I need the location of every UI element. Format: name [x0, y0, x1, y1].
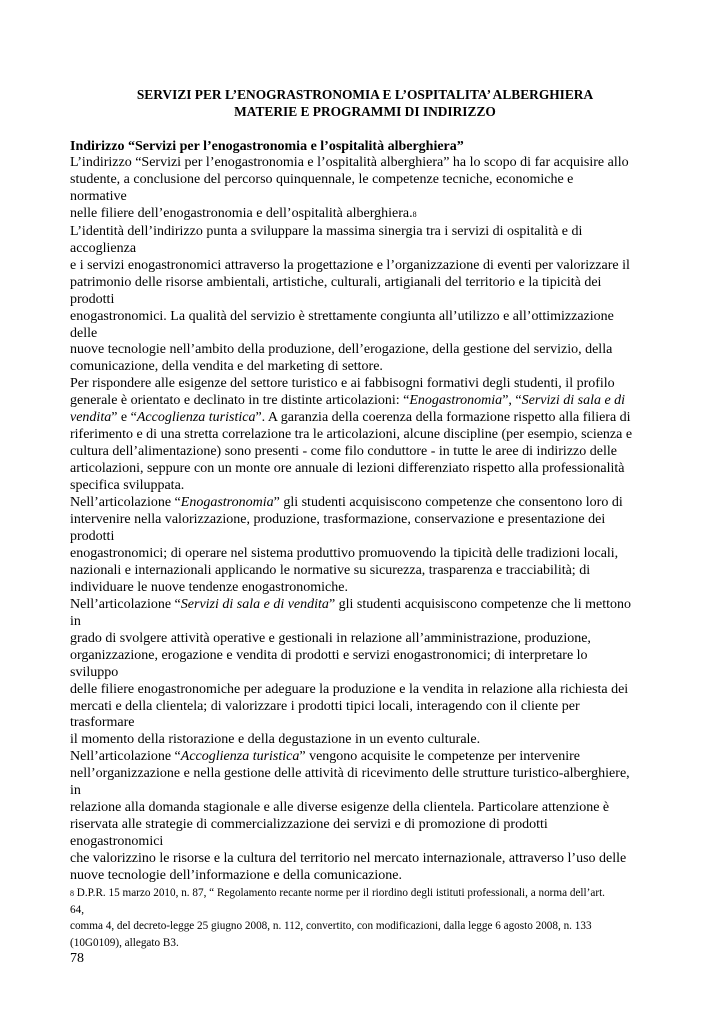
- text-span: ” gli studenti acquisiscono competenze che li mettono: [328, 596, 632, 612]
- footnote-line: (10G0109), allegato B3.: [70, 936, 179, 949]
- text-line: sviluppo: [70, 664, 119, 680]
- text-span: generale è orientato e declinato in tre distinte articolazioni: “: [70, 393, 410, 409]
- text-line: L’indirizzo “Servizi per l’enogastronomia e l’ospitalità alberghiera” ha lo scopo di far acquisire allo: [70, 155, 629, 170]
- text-line: prodotti: [70, 528, 115, 544]
- italic-term: Accoglienza turistica: [136, 410, 256, 426]
- document-page: [70, 86, 660, 967]
- footnote-mark: 8: [70, 888, 74, 898]
- italic-term: Servizi di sala e di vendita: [180, 596, 329, 612]
- text-line: studente, a conclusione del percorso quinquennale, le competenze tecniche, economiche e: [70, 171, 574, 187]
- text-span: Nell’articolazione “: [70, 749, 181, 765]
- text-line: nell’organizzazione e nella gestione delle attività di ricevimento delle strutture turistico-alberghiere,: [70, 766, 630, 782]
- text-line: trasformare: [70, 715, 135, 731]
- text-line: [70, 495, 660, 512]
- text-line: prodotti: [70, 291, 115, 307]
- footnote-line: 64,: [70, 904, 84, 917]
- text-line: riservata alle strategie di commercializzazione dei servizi e di promozione di prodotti: [70, 817, 548, 833]
- text-line: nazionali e internazionali applicando le normative su sicurezza, trasparenza e tracciabilità; di: [70, 562, 591, 578]
- italic-term: Accoglienza turistica: [180, 749, 300, 765]
- text-line: organizzazione, erogazione e vendita di prodotti e servizi enogastronomici; di interpretare lo: [70, 647, 588, 663]
- text-line: specifica sviluppata.: [70, 478, 185, 494]
- text-line: relazione alla domanda stagionale e alle diverse esigenze della clientela. Particolare attenzione è: [70, 800, 610, 816]
- italic-term: Enogastronomia: [409, 393, 503, 409]
- text-line: enogastronomici. La qualità del servizio è strettamente congiunta all’utilizzo e all’ottimizzazione: [70, 308, 614, 324]
- text-line: articolazioni, seppure con un monte ore annuale di lezioni differenziato rispetto alla professionalità: [70, 461, 625, 477]
- text-line: accoglienza: [70, 240, 137, 256]
- text-line: delle filiere enogastronomiche per adeguare la produzione e la vendita in relazione alla richiesta dei: [70, 681, 629, 697]
- text-line: Per rispondere alle esigenze del settore turistico e ai fabbisogni formativi degli studenti, il profilo: [70, 376, 615, 392]
- footnote-text: D.P.R. 15 marzo 2010, n. 87, “ Regolamento recante norme per il riordino degli istituti professionali, a norma dell’art.: [74, 886, 605, 899]
- text-line: enogastronomici; di operare nel sistema produttivo promuovendo la tipicità delle tradizioni locali,: [70, 545, 619, 561]
- footnote-reference: 8: [412, 209, 417, 219]
- text-line: delle: [70, 325, 98, 341]
- text-line: nuove tecnologie dell’informazione e della comunicazione.: [70, 868, 402, 884]
- text-line: mercati e della clientela; di valorizzare i prodotti tipici locali, interagendo con il cliente per: [70, 698, 580, 714]
- text-line: e i servizi enogastronomici attraverso la progettazione e l’organizzazione di eventi per valorizzare il: [70, 257, 630, 273]
- text-line: [70, 749, 660, 766]
- text-line: il momento della ristorazione e della degustazione in un evento culturale.: [70, 732, 481, 748]
- text-span: Nell’articolazione “: [70, 596, 181, 612]
- text-span: ”, “: [502, 393, 522, 409]
- text-line: grado di svolgere attività operative e gestionali in relazione all’amministrazione, produzione,: [70, 630, 591, 646]
- text-line: che valorizzino le risorse e la cultura del territorio nel mercato internazionale, attraverso l’uso delle: [70, 851, 627, 867]
- text-line: intervenire nella valorizzazione, produzione, trasformazione, conservazione e presentazione dei: [70, 512, 606, 528]
- text-line: [70, 410, 660, 427]
- page-subtitle: MATERIE E PROGRAMMI DI INDIRIZZO: [234, 104, 496, 119]
- text-line: comunicazione, della vendita e del marketing di settore.: [70, 359, 383, 375]
- text-line: [70, 206, 660, 224]
- page-title: SERVIZI PER L’ENOGRASTRONOMIA E L’OSPITALITA’ ALBERGHIERA: [136, 87, 594, 102]
- text-line: nuove tecnologie nell’ambito della produzione, dell’erogazione, della gestione del servizio, della: [70, 342, 613, 358]
- text-line: riferimento e di una stretta correlazione tra le articolazioni, alcune discipline (per esempio, scienza e: [70, 427, 633, 443]
- italic-term: Enogastronomia: [180, 495, 274, 511]
- section-heading: Indirizzo “Servizi per l’enogastronomia e l’ospitalità alberghiera”: [70, 139, 464, 154]
- text-line: in: [70, 783, 81, 799]
- text-line: individuare le nuove tendenze enogastronomiche.: [70, 579, 348, 595]
- text-span: ” e “: [111, 410, 137, 426]
- text-line: L’identità dell’indirizzo punta a sviluppare la massima sinergia tra i servizi di ospitalità e di: [70, 223, 583, 239]
- text-span: ”. A garanzia della coerenza della formazione rispetto alla filiera di: [255, 410, 631, 426]
- text-line: in: [70, 613, 81, 629]
- footnote: [70, 885, 660, 951]
- text-line: normative: [70, 188, 127, 204]
- text-span: nelle filiere dell’enogastronomia e dell’ospitalità alberghiera.: [70, 205, 413, 221]
- footnote-line: comma 4, del decreto-legge 25 giugno 2008, n. 112, convertito, con modificazioni, dalla legge 6 agosto 2008, n. 133: [70, 920, 592, 933]
- italic-term: vendita: [70, 410, 112, 426]
- text-line: enogastronomici: [70, 834, 164, 850]
- footnote-line: [70, 885, 660, 902]
- text-line: [70, 597, 660, 614]
- italic-term: Servizi di sala e di: [521, 393, 626, 409]
- page-number: 78: [70, 950, 84, 966]
- text-line: [70, 393, 660, 410]
- text-line: patrimonio delle risorse ambientali, artistiche, culturali, artigianali del territorio e la tipicità dei: [70, 274, 602, 290]
- text-span: Nell’articolazione “: [70, 495, 181, 511]
- text-line: cultura dell’alimentazione) sono presenti - come filo conduttore - in tutte le aree di indirizzo delle: [70, 444, 617, 460]
- text-span: ” vengono acquisite le competenze per intervenire: [299, 749, 581, 765]
- body-text: [70, 155, 660, 885]
- text-span: ” gli studenti acquisiscono competenze che consentono loro di: [273, 495, 623, 511]
